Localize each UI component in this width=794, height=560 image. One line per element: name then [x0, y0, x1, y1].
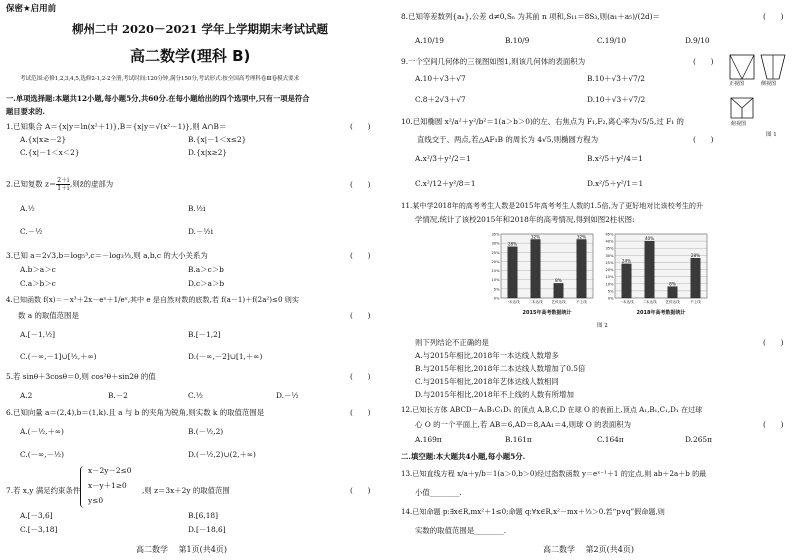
side-view-label: 侧视图: [761, 81, 777, 87]
q4-option-a: A.[－1,½]: [20, 330, 56, 339]
three-view-figure: [727, 52, 789, 144]
y-tick-label: 5%: [493, 287, 500, 292]
q6-option-b: B.(－½,2): [188, 427, 224, 436]
question-10: 10.已知椭圆 x²/a²＋y²/b²＝1(a＞b＞0)的左、右焦点为 F₁,F₂,离心率为√5/5,过 F₁ 的: [401, 117, 684, 126]
y-tick-label: 15%: [491, 269, 500, 274]
y-tick-label: 20%: [491, 259, 500, 264]
bar: [508, 247, 518, 298]
q7-option-c: C.[－3,18]: [20, 525, 58, 534]
bar: [645, 241, 655, 298]
x-category-label: 二本达线: [642, 300, 657, 304]
q8-option-b: B.10/9: [505, 36, 530, 45]
question-11: 11.某中学2018年的高考考生人数是2015年高考考生人数的1.5倍,为了更好地对比该校考生的升: [401, 201, 704, 210]
front-view-shape: [730, 55, 754, 79]
exam-notes: 考试范围:必修1,2,3,4,5,选修2-1,2-2全册,考试时间:120分钟,满分150分,考试形式:按全国高考理科卷Ⅲ卷模式要求: [20, 76, 299, 82]
right-page: [397, 0, 794, 560]
subject-title: 高二数学(理科 B): [130, 47, 251, 65]
q12-option-c: C.164π: [597, 435, 624, 444]
q3-option-c: C.a＞b＞c: [20, 279, 56, 288]
q8-option-c: C.19/10: [597, 36, 627, 45]
q2-option-b: B.½i: [188, 204, 206, 213]
q2-option-a: A.½: [20, 204, 35, 213]
q1-option-b: B.{x|－1＜x≤2}: [188, 135, 247, 144]
q9-option-a: A.10＋√3＋√7: [415, 74, 466, 83]
y-tick-label: 35%: [605, 246, 614, 251]
q11-option-b: B.与2015年相比,2018年二本达线人数增加了0.5倍: [415, 364, 586, 373]
q7-option-a: A.[－3,6]: [20, 511, 53, 520]
y-tick-label: 10%: [491, 278, 500, 283]
chart-title: 2015年高考数据统计: [522, 310, 572, 316]
y-tick-label: 25%: [491, 250, 500, 255]
figure-1-caption: 图 1: [766, 132, 777, 138]
q4-option-b: B.[－1,2]: [188, 330, 221, 339]
y-tick-label: 0%: [493, 296, 500, 301]
x-category-label: 二本达线: [528, 300, 543, 304]
y-tick-label: 5%: [607, 289, 614, 294]
bar-value-label: 28%: [507, 241, 518, 247]
q2-option-c: C.－½: [20, 227, 43, 236]
q6-option-c: C.(－∞,－½): [20, 450, 64, 459]
question-5: 5.若 sinθ＋3cosθ＝0,则 cos²θ＋sin2θ 的值: [6, 372, 156, 381]
bar-value-label: 24%: [621, 258, 632, 264]
answer-paren: ( ): [350, 486, 371, 495]
question-11-cont: 学情况,统计了该校2015年和2018年的高考情况,得到如图2柱状图:: [415, 215, 635, 224]
q1-option-c: C.{x|－1＜x＜2}: [20, 148, 80, 157]
chart-2015-plot: [492, 233, 594, 317]
q6-option-d: D.(－½,2)∪(2,＋∞): [188, 450, 256, 459]
q11-option-a: A.与2015年相比,2018年一本达线人数增多: [415, 351, 559, 360]
question-14-cont: 实数的取值范围是________.: [415, 526, 507, 535]
answer-paren: ( ): [350, 251, 371, 260]
q12-option-b: B.161π: [505, 435, 532, 444]
answer-paren: ( ): [350, 311, 371, 320]
q2-frac-den: 1＋i: [57, 185, 69, 192]
chart-title: 2018年高考数据统计: [636, 310, 686, 316]
q2-frac-num: 2＋i: [57, 177, 69, 184]
bar: [577, 239, 587, 298]
q9-option-c: C.8＋2√3＋√7: [415, 95, 466, 104]
q4-option-d: D.(－∞,－2]∪[1,＋∞): [188, 352, 263, 361]
y-tick-label: 20%: [605, 268, 614, 273]
q8-option-d: D.9/10: [685, 36, 710, 45]
question-7: 7.若 x,y 满足约束条件: [6, 486, 81, 495]
answer-paren: ( ): [693, 135, 714, 144]
answer-paren: ( ): [350, 180, 371, 189]
answer-paren: ( ): [350, 372, 371, 381]
y-tick-label: 30%: [605, 253, 614, 258]
question-12: 12.已知长方体 ABCD－A₁B₁C₁D₁ 的顶点 A,B,C,D 在球 O 的表面上,顶点 A₁,B₁,C₁,D₁ 在过球: [401, 405, 703, 414]
bar: [531, 239, 541, 298]
q5-option-d: D.－½: [276, 391, 299, 400]
bar-chart-2018: [601, 228, 711, 320]
question-6: 6.已知向量 a＝(2,4),b＝(1,k).且 a 与 b 的夹角为锐角,则实数 k 的取值范围是: [6, 408, 265, 417]
question-11-stem: 则下列结论不正确的是: [415, 338, 489, 347]
q7-option-d: D.[－18,6]: [188, 525, 226, 534]
bar: [554, 283, 564, 298]
bar: [668, 287, 678, 298]
section2-heading: 二.填空题:本大题共4小题,每小题5分.: [401, 452, 526, 461]
question-12-cont: 心 O 的一个平面上,若 AB＝6,AD＝8,AA₁＝4,则球 O 的表面积为: [415, 420, 632, 429]
question-2: [6, 177, 113, 192]
q11-option-c: C.与2015年相比,2018年艺体达线人数相同: [415, 377, 559, 386]
answer-paren: ( ): [763, 338, 784, 347]
bar-value-label: 28%: [690, 252, 701, 258]
answer-paren: ( ): [693, 57, 714, 66]
x-category-label: 一本达线: [619, 300, 634, 304]
question-4: 4.已知函数 f(x)＝－x³＋2x－eˣ＋1/eˣ,其中 e 是自然对数的底数,若 f(a－1)＋f(2a²)≤0 则实: [6, 295, 299, 304]
q7-constraint-2: x－y＋1≥0: [88, 481, 127, 490]
y-tick-label: 15%: [605, 275, 614, 280]
answer-paren: ( ): [350, 408, 371, 417]
question-14: 14.已知命题 p:∃x∈R,mx²＋1≤0;命题 q:∀x∈R,x²－mx＋⅓＞0.若“p∨q”假命题,则: [401, 507, 665, 516]
x-category-label: 不上线: [576, 300, 587, 304]
q10-option-b: B.x²/5＋y²/4＝1: [587, 154, 643, 163]
bar-value-label: 8%: [669, 281, 676, 287]
answer-paren: ( ): [763, 420, 784, 429]
bar: [691, 258, 701, 298]
question-10-cont: 直线交于、两点,若△AF₁B 的周长为 4√5,则椭圆方程为: [417, 135, 599, 144]
y-tick-label: 0%: [607, 296, 614, 301]
question-3: 3.已知 a＝2√3,b＝log₅³,c＝－log₃⅓,则 a,b,c 的大小关系为: [6, 251, 208, 260]
page-footer: 高二数学 第2页(共4页): [543, 545, 634, 554]
q2-text-b: ,则z̄的虚部为: [70, 179, 114, 189]
chart-2018-plot: [606, 233, 708, 317]
answer-paren: ( ): [350, 122, 371, 131]
bar-value-label: 32%: [576, 234, 587, 240]
front-view-lines: [730, 55, 754, 79]
question-4-cont: 数 a 的取值范围是: [18, 311, 79, 320]
figure-2-caption: 图 2: [597, 323, 608, 329]
top-view-label: 俯视图: [731, 121, 747, 127]
q1-option-d: D.{x|x≥2}: [188, 148, 228, 157]
section1-heading: 一.单项选择题:本题共12小题,每小题5分,共60分.在每小题给出的四个选项中,只有一项是符合: [6, 94, 310, 103]
q5-option-c: C.½: [188, 391, 203, 400]
bar-value-label: 8%: [555, 278, 562, 284]
q10-option-a: A.x²/3＋y²/2＝1: [415, 154, 471, 163]
bar-value-label: 32%: [530, 234, 541, 240]
question-13: 13.已知直线方程 x/a＋y/b＝1(a＞0,b＞0)经过指数函数 y＝eˣ⁻¹＋1 的定点,则 ab＋2a＋b 的最: [401, 469, 707, 478]
answer-paren: ( ): [763, 12, 784, 21]
q4-option-c: C.(－∞,－1]∪[½,＋∞): [20, 352, 97, 361]
x-category-label: 艺体达线: [551, 300, 566, 304]
q3-option-d: D.c＞a＞b: [188, 279, 225, 288]
y-tick-label: 25%: [605, 260, 614, 265]
bar-value-label: 40%: [644, 235, 655, 241]
y-tick-label: 45%: [605, 232, 614, 237]
bar-chart-2015: [487, 228, 597, 320]
y-tick-label: 10%: [605, 282, 614, 287]
q7-constraint-3: y≤0: [88, 496, 104, 505]
q6-option-a: A.(－½,＋∞): [20, 427, 64, 436]
top-view-shape: [731, 98, 753, 118]
x-category-label: 艺体达线: [665, 300, 680, 304]
front-view-label: 正视图: [729, 81, 745, 87]
y-tick-label: 40%: [605, 239, 614, 244]
question-8: 8.已知等差数列{aₙ},公差 d≠0,Sₙ 为其前 n 项和,S₁₁＝8S₃,则(a₁＋a₅)/(2d)＝: [401, 12, 661, 21]
q10-option-c: C.x²/12＋y²/8＝1: [415, 179, 476, 188]
question-1: 1.已知集合 A＝{x|y＝ln(x²＋1)},B＝{x|y＝√(x²－1)},则 A∩B＝: [6, 122, 227, 131]
q11-option-d: D.与2015年相比,2018年不上线的人数有所增加: [415, 390, 574, 399]
q3-option-b: B.a＞c＞b: [188, 265, 224, 274]
q7-brace: [80, 466, 88, 508]
section1-heading-2: 题目要求的.: [6, 107, 46, 116]
page-footer: 高二数学 第1页(共4页): [136, 545, 227, 554]
q10-option-d: D.x²/5＋y²/1＝1: [587, 179, 644, 188]
school-title: 柳州二中 2020－2021 学年上学期期末考试试题: [72, 22, 329, 36]
q5-option-a: A.2: [20, 391, 33, 400]
q8-option-a: A.10/19: [415, 36, 444, 45]
q9-option-d: D.10＋√3＋√7/2: [587, 95, 646, 104]
q9-option-b: B.10＋√3＋√7/2: [587, 74, 645, 83]
question-13-cont: 小值________.: [415, 488, 462, 497]
q3-option-a: A.b＞a＞c: [20, 265, 56, 274]
q2-option-d: D.－½i: [188, 227, 213, 236]
question-9: 9.一个空间几何体的三视图如图1,则该几何体的表面积为: [401, 57, 586, 66]
y-tick-label: 30%: [491, 241, 500, 246]
x-category-label: 不上线: [690, 300, 701, 304]
q2-fraction: [56, 177, 70, 192]
q12-option-d: D.265π: [685, 435, 712, 444]
q7-option-b: B.[6,18]: [188, 511, 219, 520]
bar: [622, 264, 632, 298]
q2-text-a: 2.已知复数 z＝: [6, 179, 57, 189]
q7-constraint-1: x－2y－2≤0: [88, 466, 132, 475]
secret-label: 保密★启用前: [6, 4, 57, 14]
y-tick-label: 35%: [491, 232, 500, 237]
q12-option-a: A.169π: [415, 435, 442, 444]
x-category-label: 一本达线: [505, 300, 520, 304]
question-7-cont: ,则 z＝3x＋2y 的取值范围: [142, 486, 230, 495]
q5-option-b: B.－2: [108, 391, 128, 400]
q1-option-a: A.{x|x≥－2}: [20, 135, 67, 144]
